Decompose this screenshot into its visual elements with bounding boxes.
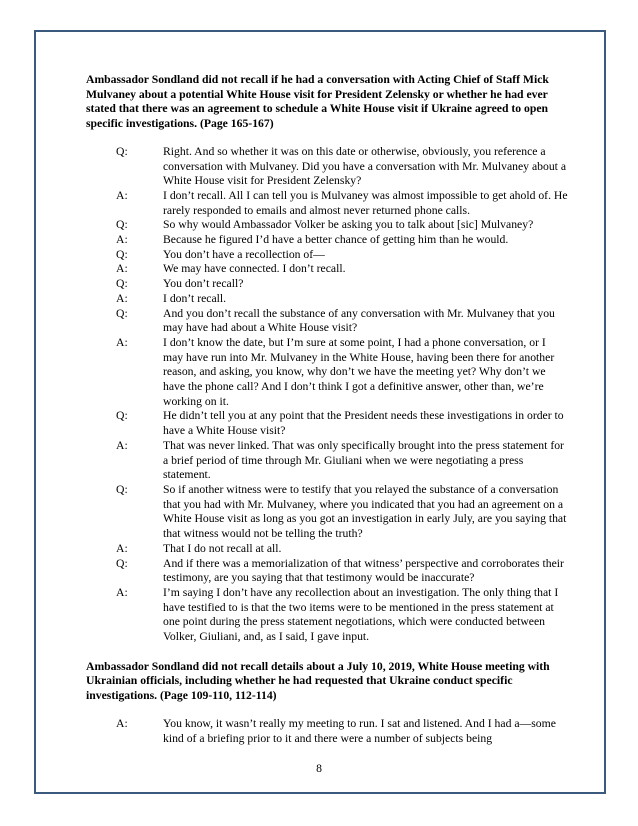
exchange-text: You don’t recall? [163, 277, 244, 291]
speaker-label: A: [116, 716, 128, 730]
exchange-row [116, 218, 568, 233]
speaker-label: Q: [116, 482, 128, 496]
speaker-label: Q: [116, 144, 128, 158]
exchange-text: And if there was a memorialization of that witness’ perspective and corroborates their testimony, are you saying that that testimony would be inaccurate? [163, 556, 564, 585]
exchange-text: And you don’t recall the substance of any conversation with Mr. Mulvaney that you may have had about a White House visit? [163, 306, 555, 335]
speaker-label: A: [116, 188, 128, 202]
transcript-excerpt [116, 717, 568, 746]
exchange-row [116, 542, 568, 557]
exchange-row [116, 483, 568, 542]
exchange-text: So why would Ambassador Volker be asking you to talk about [sic] Mulvaney? [163, 218, 534, 232]
speaker-label: A: [116, 291, 128, 305]
exchange-row [116, 262, 568, 277]
exchange-text: You know, it wasn’t really my meeting to run. I sat and listened. And I had a—some kind of a briefing prior to it and there were a number of subjects being [163, 716, 556, 745]
exchange-row [116, 307, 568, 336]
exchange-row [116, 439, 568, 483]
exchange-text: You don’t have a recollection of— [163, 247, 325, 261]
speaker-label: A: [116, 335, 128, 349]
exchange-text: Right. And so whether it was on this date or otherwise, obviously, you reference a conversation with Mulvaney. Did you have a conversation with Mr. Mulvaney about a White House visit for President Zelensky? [163, 144, 567, 188]
speaker-label: A: [116, 585, 128, 599]
exchange-text: So if another witness were to testify that you relayed the substance of a conversation that you had with Mr. Mulvaney, where you indicated that you had an agreement on a White House visit as long as you got an investigation in early July, are you saying that that witness would not be telling the truth? [163, 482, 567, 541]
exchange-text: That I do not recall at all. [163, 541, 282, 555]
exchange-text: I don’t recall. All I can tell you is Mulvaney was almost impossible to get ahold of. He rarely responded to emails and almost never returned phone calls. [163, 188, 568, 217]
speaker-label: Q: [116, 247, 128, 261]
exchange-row [116, 233, 568, 248]
exchange-row [116, 189, 568, 218]
exchange-row [116, 277, 568, 292]
speaker-label: Q: [116, 306, 128, 320]
speaker-label: Q: [116, 218, 128, 232]
exchange-row [116, 248, 568, 263]
speaker-label: A: [116, 262, 128, 276]
exchange-text: We may have connected. I don’t recall. [163, 262, 346, 276]
exchange-row [116, 557, 568, 586]
exchange-text: He didn’t tell you at any point that the President needs these investigations in order to have a White House visit? [163, 409, 564, 438]
exchange-row [116, 145, 568, 189]
speaker-label: A: [116, 541, 128, 555]
section-heading: Ambassador Sondland did not recall details about a July 10, 2019, White House meeting with Ukrainian officials, including whether he had requested that Ukraine conduct specific investigations. (Page 109-110, 112-114) [86, 659, 550, 703]
exchange-text: I don’t recall. [163, 291, 227, 305]
speaker-label: Q: [116, 409, 128, 423]
exchange-row [116, 336, 568, 410]
speaker-label: Q: [116, 556, 128, 570]
exchange-row [116, 409, 568, 438]
transcript-excerpt [116, 145, 568, 645]
exchange-row [116, 586, 568, 645]
exchange-row [116, 717, 568, 746]
speaker-label: A: [116, 438, 128, 452]
exchange-row [116, 292, 568, 307]
speaker-label: A: [116, 233, 128, 247]
exchange-text: That was never linked. That was only specifically brought into the press statement for a brief period of time through Mr. Giuliani when we were negotiating a press statement. [163, 438, 564, 482]
exchange-text: I’m saying I don’t have any recollection about an investigation. The only thing that I have testified to is that the two items were to be mentioned in the press statement at one point during the press statement negotiations, which were conducted between Volker, Giuliani, and, as I said, I gave input. [163, 585, 559, 644]
page-number: 8 [316, 762, 322, 775]
exchange-text: Because he figured I’d have a better chance of getting him than he would. [163, 233, 509, 247]
speaker-label: Q: [116, 277, 128, 291]
section-heading: Ambassador Sondland did not recall if he had a conversation with Acting Chief of Staff Mick Mulvaney about a potential White House visit for President Zelensky or whether he had ever stated that there was an agreement to schedule a White House visit if Ukraine agreed to open specific investigations. (Page 165-167) [86, 73, 549, 131]
document-body [86, 73, 568, 746]
exchange-text: I don’t know the date, but I’m sure at some point, I had a phone conversation, or I may have run into Mr. Mulvaney in the White House, having been there for another reason, and asking, you know, why don’t we have the meeting yet? Why don’t we have the phone call? And I don’t think I got a definitive answer, other than, we’re working on it. [163, 335, 555, 408]
